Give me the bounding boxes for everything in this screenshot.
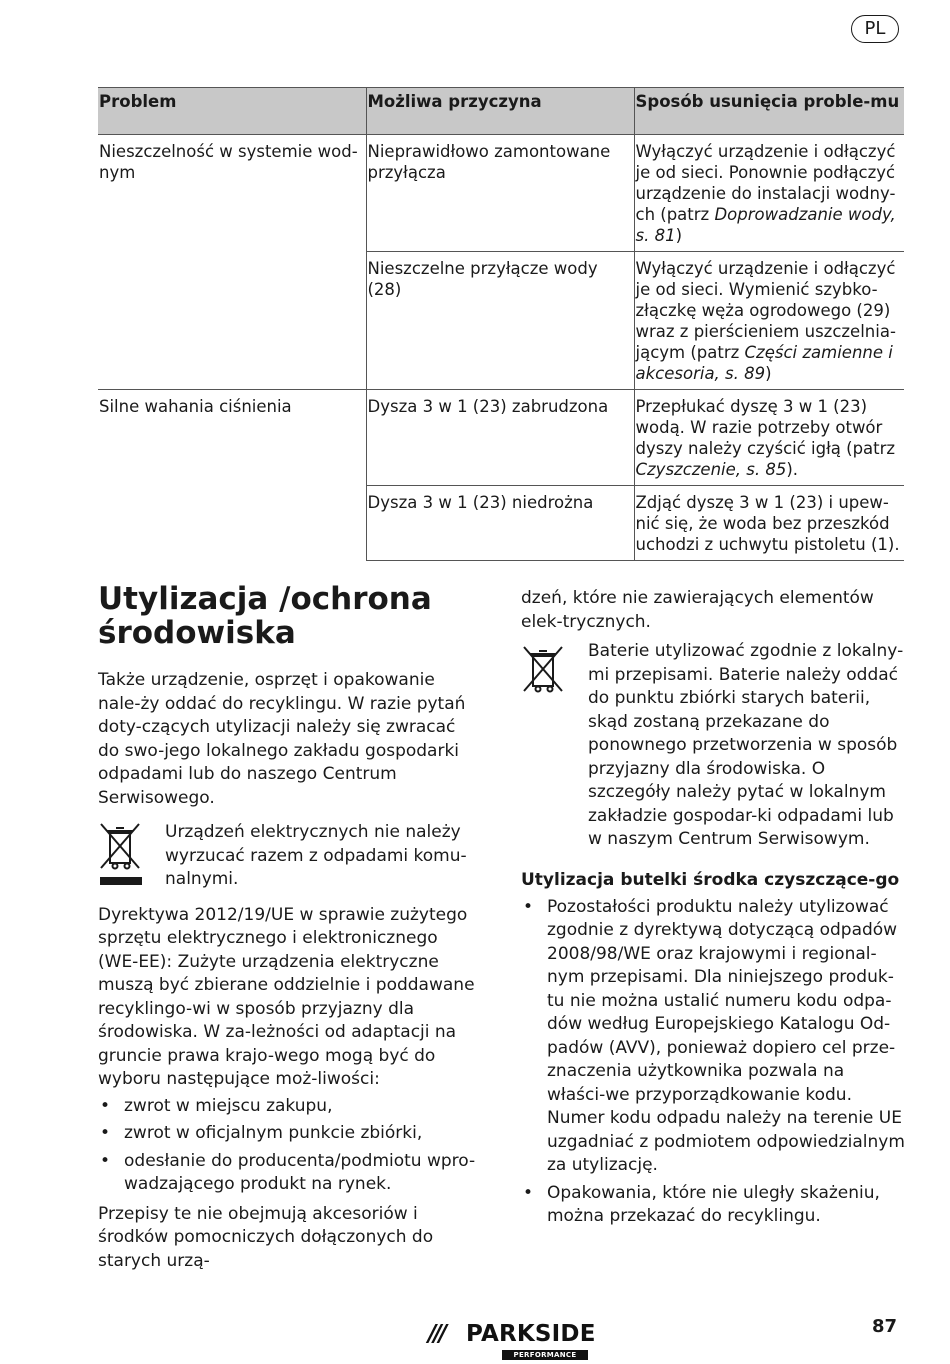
language-badge: PL [851,15,899,43]
remedy-end: ). [786,460,799,479]
remedy-text: Wyłączyć urządzenie i odłączyć je od sieci. Ponownie podłączyć urządzenie do instalacji wodny-ch (patrz [635,142,896,224]
logo-brand: PARKSIDE [466,1321,596,1347]
cell-problem: Silne wahania ciśnienia [98,390,366,486]
intro-paragraph: Także urządzenie, osprzęt i opakowanie nale-ży oddać do recyklingu. W razie pytań doty-czących utylizacji należy się zwracać do swo-jego lokalnego zakładu gospodarki odpadami lub do naszego Centrum Serwisowego. [98,670,466,808]
cell-cause: Dysza 3 w 1 (23) niedrożna [366,486,634,561]
remedy-end: ) [675,226,683,245]
remedy-text: Zdjąć dyszę 3 w 1 (23) i upew-nić się, że woda bez przeszkód uchodzi z uchwytu pistoletu (1). [635,493,900,554]
directive-paragraph: Dyrektywa 2012/19/UE w sprawie zużytego sprzętu elektrycznego i elektronicznego (WE-EE): Zużyte urządzenia elektryczne muszą być zbierane oddzielnie i poddawane recyklingo-wi w sposób przyjazny dla środowiska. W za-leżności od adaptacji na gruncie prawa krajo-wego mogą być do wyboru następujące moż-liwości: [98,904,475,1089]
header-problem: Problem [98,88,366,135]
weee-text: Urządzeń elektrycznych nie należy wyrzucać razem z odpadami komu-nalnymi. [165,822,467,889]
crossed-bin-icon [98,821,144,887]
cell-problem: Nieszczelność w systemie wod-nym [98,135,366,252]
remedy-text: Przepłukać dyszę 3 w 1 (23) wodą. W razie potrzeby otwór dyszy należy czyścić igłą (patrz [635,397,896,458]
list-item: • zwrot w oficjalnym punkcie zbiórki, [98,1122,480,1146]
header-remedy: Sposób usunięcia proble-mu [634,88,904,135]
battery-text: Baterie utylizować zgodnie z lokalny-mi przepisami. Baterie należy oddać do punktu zbiórki starych baterii, skąd zostaną przekazane do ponownego przetworzenia w sposób przyjazny dla środowiska. O szczegóły należy pytać w lokalnym zakładzie gospodar-ki odpadami lub w naszym Centrum Serwisowym. [588,641,904,849]
list-item: • Opakowania, które nie uległy skażeniu, można przekazać do recyklingu. [521,1182,905,1229]
exclusion-continued: dzeń, które nie zawierających elementów elek-trycznych. [521,588,874,632]
cell-cause: Nieszczelne przyłącze wody (28) [366,252,634,390]
weee-notice [98,821,480,892]
list-item: • odesłanie do producenta/podmiotu wpro-wadzającego produkt na rynek. [98,1150,480,1197]
remedy-reference: Części zamienne i akcesoria, s. 89 [635,343,893,383]
cell-problem [98,252,366,390]
remedy-reference: Czyszczenie, s. 85 [635,460,787,479]
table-row [98,252,904,390]
cell-cause: Nieprawidłowo zamontowane przyłącza [366,135,634,252]
table-header-row [98,88,904,135]
table-row [98,135,904,252]
section-title: Utylizacja /ochrona środowiska [98,581,432,651]
parkside-logo [428,1319,596,1361]
exclusion-paragraph: Przepisy te nie obejmują akcesoriów i środków pomocniczych dołączonych do starych urzą- [98,1203,434,1271]
list-item: • zwrot w miejscu zakupu, [98,1095,480,1119]
cell-remedy [634,390,904,486]
battery-notice [521,640,905,852]
cell-cause: Dysza 3 w 1 (23) zabrudzona [366,390,634,486]
logo-slashes-icon: /// [428,1321,445,1347]
remedy-reference: Doprowadzanie wody, s. 81 [635,205,896,245]
list-item: • Pozostałości produktu należy utylizować zgodnie z dyrektywą dotyczącą odpadów 2008/98/WE oraz krajowymi i regional-nym przepisami. Dla niniejszego produk-tu nie można ustalić numeru kodu odpa-dów według Europejskiego Katalogu Od-padów (AVV), ponieważ dopiero cel prze-znaczenia użytkownika pozwala na właści-we przyporządkowanie kodu. Numer kodu odpadu należy na terenie UE uzgadniać z podmiotem odpowiedzialnym za utylizację. [521,896,905,1178]
cell-remedy [634,486,904,561]
troubleshooting-table [98,87,904,561]
cell-remedy [634,252,904,390]
bottle-list [521,896,905,1229]
options-list [98,1095,480,1197]
right-column [521,587,905,1229]
logo-sub: PERFORMANCE [502,1350,588,1360]
remedy-text: Wyłączyć urządzenie i odłączyć je od sieci. Wymienić szybko-złączkę węża ogrodowego (29) wraz z pierścieniem uszczelnia-jącym (patrz [635,259,896,362]
left-column [98,669,480,1273]
page-number: 87 [872,1316,898,1337]
table-row [98,390,904,486]
crossed-bin-icon [521,644,567,698]
cell-problem [98,486,366,561]
remedy-end: ) [765,364,772,383]
bottle-heading: Utylizacja butelki środka czyszczące-go [521,869,900,890]
header-cause: Możliwa przyczyna [366,88,634,135]
table-row [98,486,904,561]
cell-remedy [634,135,904,252]
